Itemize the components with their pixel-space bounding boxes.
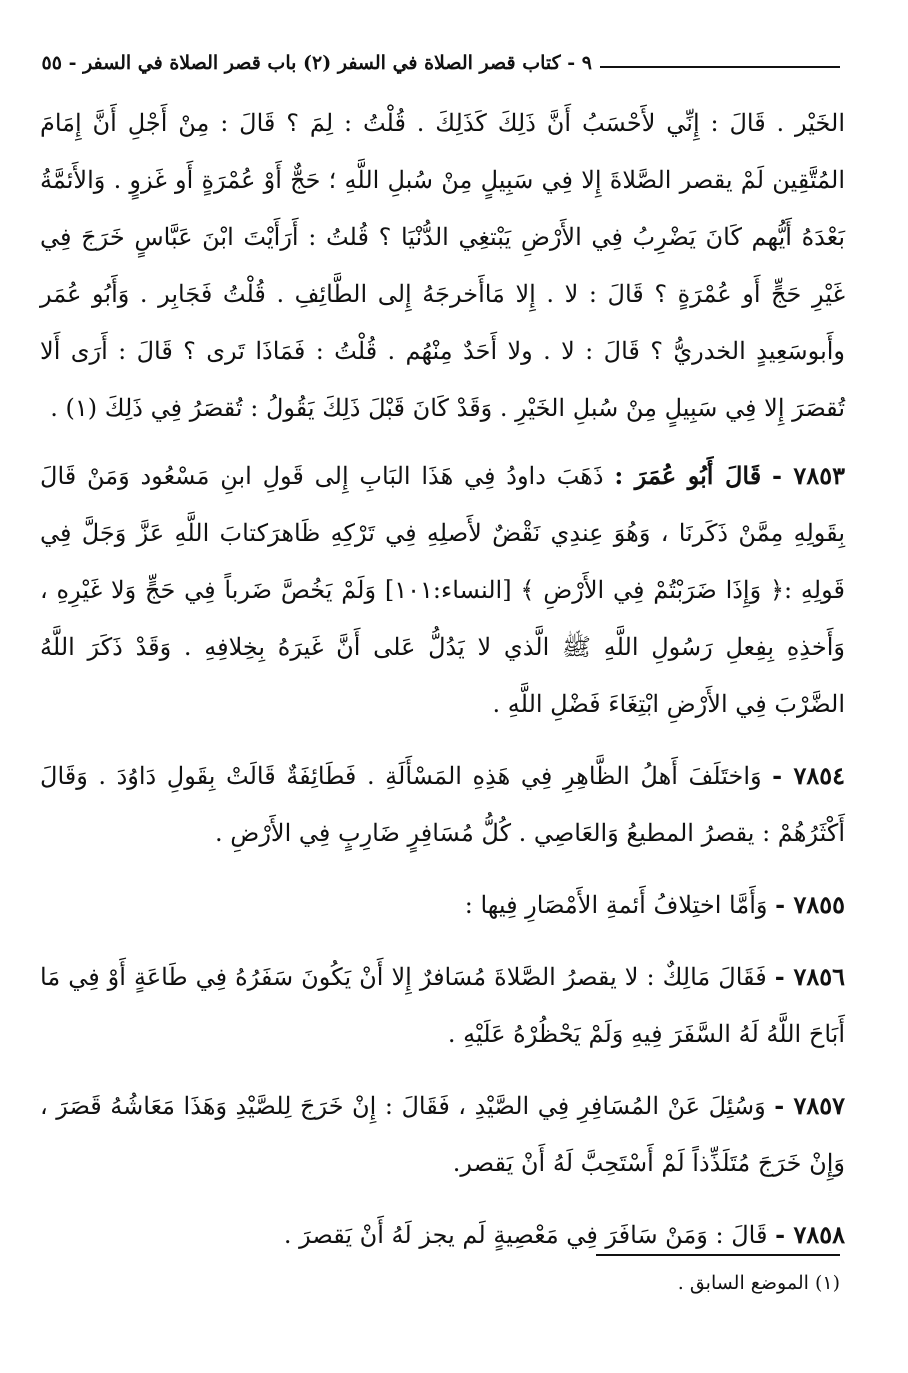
- header-rule: [600, 66, 840, 68]
- paragraph-number: ٧٨٥٧ -: [774, 1091, 845, 1120]
- paragraph-lead: قَالَ أَبُو عُمَرَ :: [614, 461, 762, 490]
- paragraph-text: وَاختَلَفَ أَهلُ الظَّاهِرِ فِي هَذِهِ المَسْأَلَةِ . فَطَائِفَةٌ قَالَتْ بِقَولِ دَاوُدَ . وَقَالَ أَكْثَرُهُمْ : يقصرُ المطيعُ وَالعَاصِي . كُلُّ مُسَافِرٍ ضَارِبٍ فِي الأَرْضِ .: [40, 762, 845, 847]
- paragraph-7855: [40, 876, 845, 934]
- paragraph-text: وَأَمَّا اختِلافُ أَئمةِ الأَمْصَارِ فِيها :: [464, 891, 768, 919]
- paragraph-7854: [40, 747, 845, 862]
- paragraph-number: ٧٨٥٣ -: [771, 461, 845, 490]
- paragraph-number: ٧٨٥٥ -: [775, 890, 845, 919]
- main-text: [40, 95, 845, 1264]
- paragraph-text: ذَهَبَ داودُ فِي هَذَا البَابِ إِلى قَولِ ابنِ مَسْعُود وَمَنْ قَالَ بِقَولِهِ مِمَّنْ ذَكَرنَا ، وَهُوَ عِندِي نَقْضٌ لأَصلِهِ فِي تَرْكِهِ ظَاهرَكتابَ اللَّهِ عَزَّ وَجَلَّ فِي قَولِهِ :﴿ وَإِذَا ضَرَبْتُمْ فِي الأَرْضِ ﴾ [النساء:١٠١] وَلَمْ يَخُصَّ ضَرباً فِي حَجٍّ وَلا غَيْرِهِ ، وَأَخذِهِ بِفِعلِ رَسُولِ اللَّهِ ﷺ الَّذي لا يَدُلُّ عَلى أَنَّ غَيرَهُ بِخِلافِهِ . وَقَدْ ذَكَرَ اللَّهُ الضَّرْبَ فِي الأَرْضِ ابْتِغَاءَ فَضْلِ اللَّهِ .: [40, 462, 845, 718]
- paragraph-text: فَقَالَ مَالِكٌ : لا يقصرُ الصَّلاةَ مُسَافرٌ إِلا أَنْ يَكُونَ سَفَرُهُ فِي طَاعَةٍ أَوْ فِي مَا أَبَاحَ اللَّهُ لَهُ السَّفَرَ فِيهِ وَلَمْ يَحْظُرْهُ عَلَيْهِ .: [40, 963, 845, 1048]
- paragraph-7856: [40, 948, 845, 1063]
- paragraph-7853: [40, 447, 845, 733]
- paragraph-text: قَالَ : وَمَنْ سَافَرَ فِي مَعْصِيةٍ لَم يجز لَهُ أَنْ يَقصرَ .: [283, 1221, 768, 1249]
- paragraph-number: ٧٨٥٨ -: [775, 1220, 845, 1249]
- paragraph-text: وَسُئِلَ عَنْ المُسَافِرِ فِي الصَّيْدِ ، فَقَالَ : إِنْ خَرَجَ لِلصَّيْدِ وَهَذَا مَعَاشُهُ قَصَرَ ، وَإِنْ خَرَجَ مُتَلَذِّذاً لَمْ أَسْتَحِبَّ لَهُ أَنْ يَقصر.: [40, 1092, 845, 1177]
- footnote: (١) الموضع السابق .: [677, 1272, 840, 1294]
- paragraph-number: ٧٨٥٤ -: [772, 761, 845, 790]
- paragraph-7857: [40, 1077, 845, 1192]
- paragraph-intro: الخَيْر . قَالَ : إِنِّي لأَحْسَبُ أَنَّ ذَلِكَ كَذَلِكَ . قُلْتُ : لِمَ ؟ قَالَ : مِنْ أَجْلِ أَنَّ إِمَامَ المُتَّقِين لَمْ يقصر الصَّلاةَ إِلا فِي سَبِيلٍ مِنْ سُبلِ اللَّهِ ؛ حَجٌّ أَوْ عُمْرَةٍ أَو غَزوٍ . وَالأَئمَّةُ بَعْدَهُ أَيُّهم كَانَ يَضْرِبُ فِي الأَرْضِ يَبْتغِي الدُّنْيَا ؟ قُلتُ : أَرَأَيْتَ ابْنَ عَبَّاسٍ خَرَجَ فِي غَيْرِ حَجٍّ أَو عُمْرَةٍ ؟ قَالَ : لا . إِلا مَاأَخرجَهُ إِلى الطَّائِفِ . قُلْتُ فَجَابِر . وَأَبُو عُمَر وأَبوسَعِيدٍ الخدريُّ ؟ قَالَ : لا . ولا أَحَدٌ مِنْهُم . قُلْتُ : فَمَاذَا تَرى ؟ قَالَ : أَرَى أَلا تُقصَرَ إِلا فِي سَبِيلٍ مِنْ سُبلِ الخَيْرِ . وَقَدْ كَانَ قَبْلَ ذَلِكَ يَقُولُ : تُقصَرُ فِي ذَلِكَ (١) .: [40, 109, 845, 422]
- running-header: ٩ - كتاب قصر الصلاة في السفر (٢) باب قصر الصلاة في السفر - ٥٥: [41, 52, 592, 74]
- paragraph-number: ٧٨٥٦ -: [774, 962, 845, 991]
- footnote-rule: [596, 1254, 840, 1256]
